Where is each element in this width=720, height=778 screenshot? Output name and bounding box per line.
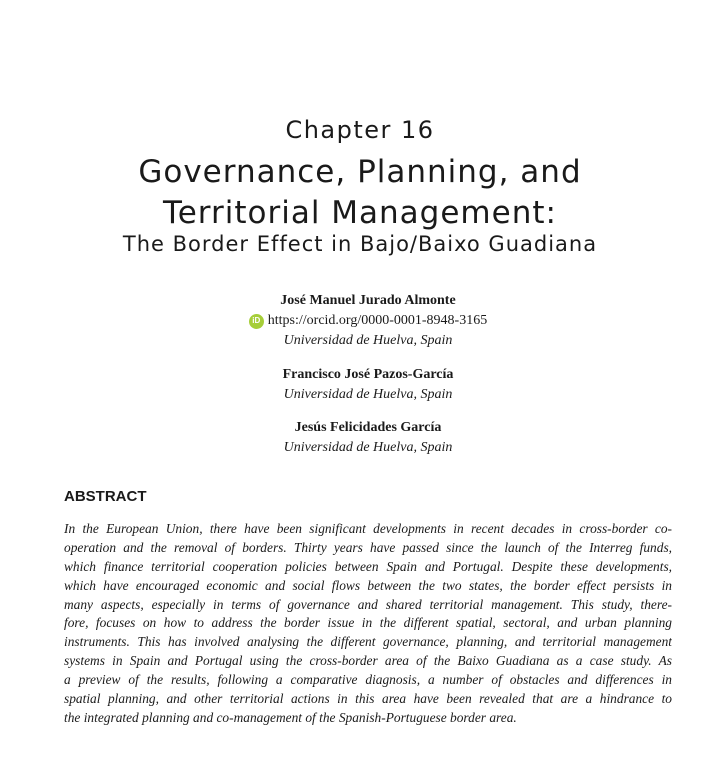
author-block bbox=[0, 365, 720, 405]
abstract-line: which finance territorial cooperation policies between Spain and Portugal. Despite these developments, bbox=[64, 558, 672, 574]
abstract-heading: ABSTRACT bbox=[64, 488, 147, 505]
author-name: Francisco José Pazos-García bbox=[282, 367, 454, 382]
abstract-line: operation and the removal of borders. Thirty years have passed since the launch of the Interreg funds, bbox=[64, 539, 672, 555]
chapter-title-line-1: Governance, Planning, and bbox=[138, 154, 582, 190]
abstract-line: the integrated planning and co-management of the Spanish-Portuguese border area. bbox=[64, 709, 517, 725]
abstract-line: fore, focuses on how to address the border issue in the different spatial, sectoral, and urban planning bbox=[64, 615, 672, 631]
abstract-line: many aspects, especially in terms of governance and shared territorial management. This study, there- bbox=[64, 596, 672, 612]
abstract-line: spatial planning, and other territorial actions in this area have been revealed that are a hindrance to bbox=[64, 691, 672, 707]
author-affiliation: Universidad de Huelva, Spain bbox=[283, 333, 453, 348]
author-block bbox=[0, 418, 720, 458]
author-block bbox=[0, 291, 720, 351]
abstract-line: systems in Spain and Portugal using the cross-border area of the Baixo Guadiana as a case study. As bbox=[64, 653, 672, 669]
author-affiliation: Universidad de Huelva, Spain bbox=[283, 440, 453, 455]
chapter-number: Chapter 16 bbox=[285, 116, 435, 144]
author-list bbox=[0, 291, 720, 471]
author-affiliation: Universidad de Huelva, Spain bbox=[283, 387, 453, 402]
orcid-icon: iD bbox=[249, 314, 264, 329]
abstract-line: a preview of the results, following a comparative diagnosis, a number of obstacles and differences in bbox=[64, 672, 672, 688]
abstract-line: instruments. This has involved analysing the different governance, planning, and territorial management bbox=[64, 634, 672, 650]
author-name: José Manuel Jurado Almonte bbox=[280, 293, 456, 308]
orcid-line[interactable] bbox=[0, 311, 720, 331]
abstract-line: In the European Union, there have been significant developments in recent decades in cross-border co- bbox=[64, 521, 672, 536]
abstract-body bbox=[64, 520, 672, 728]
abstract-line: which have encouraged economic and social flows between the two states, the border effect persists in bbox=[64, 577, 672, 593]
chapter-title-line-2: Territorial Management: bbox=[163, 195, 557, 231]
author-name: Jesús Felicidades García bbox=[294, 420, 442, 435]
chapter-subtitle: The Border Effect in Bajo/Baixo Guadiana bbox=[122, 232, 598, 256]
orcid-link[interactable]: https://orcid.org/0000-0001-8948-3165 bbox=[267, 313, 488, 328]
